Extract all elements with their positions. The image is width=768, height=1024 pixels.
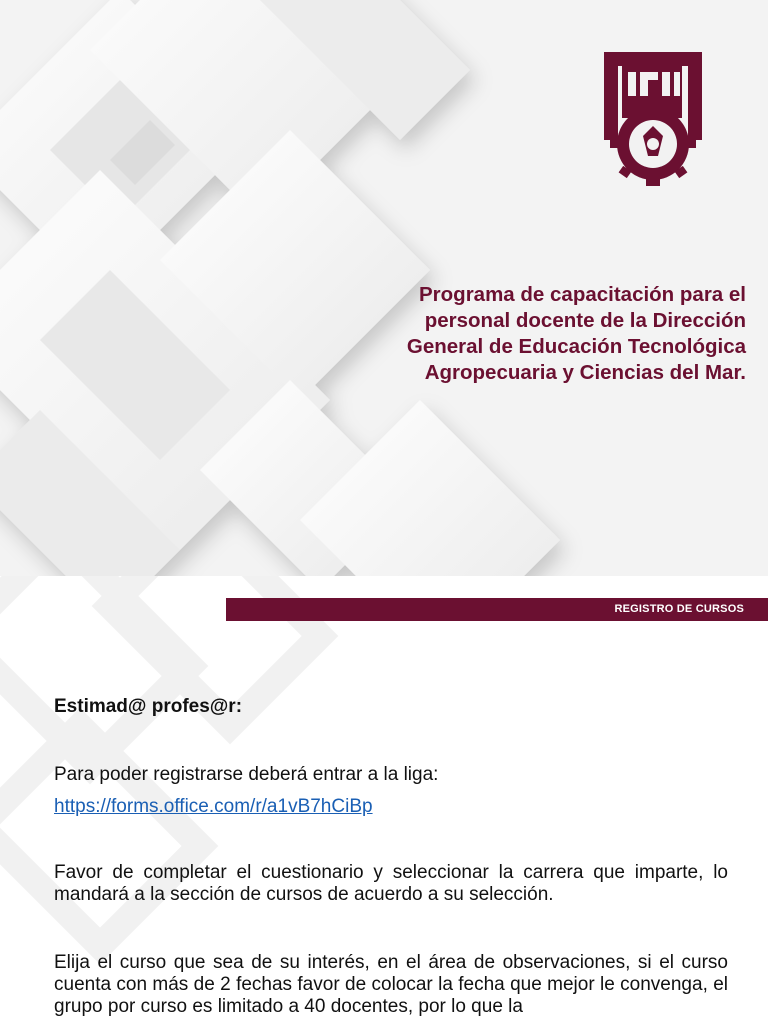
registration-slide [0, 576, 768, 1024]
register-instruction: Para poder registrarse deberá entrar a la liga: [54, 764, 439, 785]
course-program-title: Programa de capacitación para el personal docente de la Dirección General de Educación Tecnológica Agropecuaria y Ciencias del Mar. [406, 283, 746, 384]
greeting-heading: Estimad@ profes@r: [54, 696, 243, 717]
instructions-paragraph-1: Favor de completar el cuestionario y seleccionar la carrera que imparte, lo mandará a la sección de cursos de acuerdo a su selección. [54, 862, 728, 905]
instructions-paragraph-2: Elija el curso que sea de su interés, en el área de observaciones, si el curso cuenta con más de 2 fechas favor de colocar la fecha que mejor le convenga, el grupo por curso es limitado a 40 docentes, por lo que la [54, 952, 728, 1017]
registration-link[interactable]: https://forms.office.com/r/a1vB7hCiBp [54, 796, 373, 817]
section-banner [226, 598, 768, 621]
ipn-emblem-icon [598, 44, 708, 186]
banner-label: REGISTRO DE CURSOS [614, 603, 744, 615]
